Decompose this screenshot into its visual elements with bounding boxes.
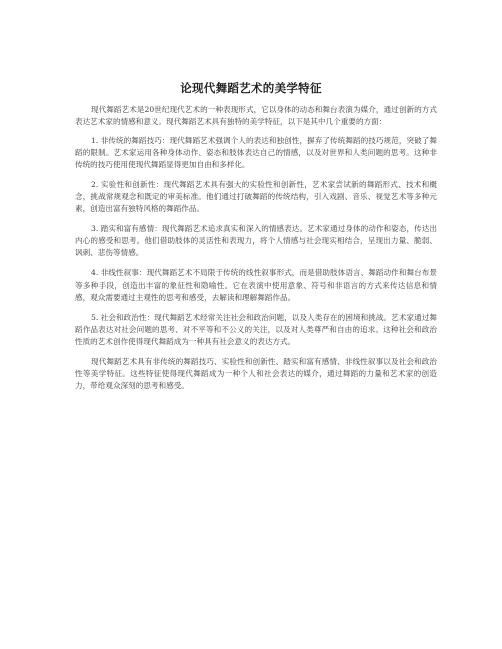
point-paragraph-1: 1. 非传统的舞蹈技巧：现代舞蹈艺术强调个人的表达和独创性，摒弃了传统舞蹈的技巧规范，突破了舞蹈的限制。艺术家运用各种身体动作、姿态和肢体表达自己的情感，以及对世界和人类问题的思考。这种非传统的技巧使用使现代舞蹈显得更加自由和多样化。 bbox=[75, 135, 437, 169]
intro-paragraph: 现代舞蹈艺术是20世纪现代艺术的一种表现形式，它以身体的动态和舞台表演为媒介，通过创新的方式表达艺术家的情感和意义。现代舞蹈艺术具有独特的美学特征，以下是其中几个重要的方面： bbox=[75, 105, 437, 127]
point-paragraph-5: 5. 社会和政治性：现代舞蹈艺术经常关注社会和政治问题，以及人类存在的困境和挑战。艺术家通过舞蹈作品表达对社会问题的思考、对不平等和不公义的关注，以及对人类尊严和自由的追求。这种社会和政治性质的艺术创作使得现代舞蹈成为一种具有社会意义的表达方式。 bbox=[75, 312, 437, 346]
point-paragraph-3: 3. 踏实和富有感情：现代舞蹈艺术追求真实和深入的情感表达。艺术家通过身体的动作和姿态，传达出内心的感受和思考。他们借助肢体的灵活性和表现力，将个人情感与社会现实相结合，呈现出力量、脆弱、讽刺、悲伤等情感。 bbox=[75, 224, 437, 258]
document-title: 论现代舞蹈艺术的美学特征 bbox=[180, 81, 322, 95]
document-body bbox=[75, 104, 437, 399]
conclusion-paragraph: 现代舞蹈艺术具有非传统的舞蹈技巧、实验性和创新性、踏实和富有感情、非线性叙事以及社会和政治性等美学特征。这些特征使得现代舞蹈成为一种个人和社会表达的媒介，通过舞蹈的力量和艺术家的创造力，带给观众深刻的思考和感受。 bbox=[75, 356, 437, 391]
point-paragraph-4: 4. 非线性叙事：现代舞蹈艺术不局限于传统的线性叙事形式，而是借助肢体语言、舞蹈动作和舞台布景等多种手段，创造出丰富的象征性和隐喻性。它在表演中使用意象、符号和非语言的方式来传达信息和情感，观众需要通过主观性的思考和感受，去解读和理解舞蹈作品。 bbox=[75, 268, 437, 302]
point-paragraph-2: 2. 实验性和创新性：现代舞蹈艺术具有强大的实验性和创新性，艺术家尝试新的舞蹈形式、技术和概念，挑战常规观念和既定的审美标准。他们通过打破舞蹈的传统结构，引入戏剧、音乐、视觉艺术等多种元素，创造出富有独特风格的舞蹈作品。 bbox=[75, 179, 437, 214]
